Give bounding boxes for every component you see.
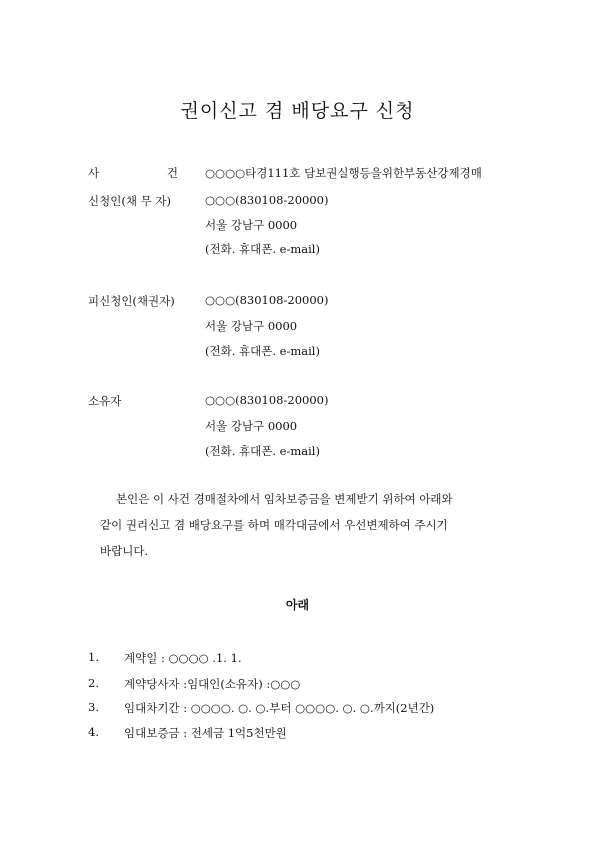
body-line-3: 바랍니다.	[100, 544, 149, 558]
section-heading: 아래	[285, 598, 310, 612]
owner-contact: (전화. 휴대폰. e-mail)	[205, 444, 320, 458]
applicant-name: ○○○(830108-20000)	[205, 193, 329, 207]
item-contract-parties: 계약당사자 :임대인(소유자) :○○○	[124, 677, 301, 691]
owner-label: 소유자	[88, 394, 122, 408]
applicant-address: 서울 강남구 0000	[205, 218, 298, 232]
item-lease-deposit: 임대보증금 : 전세금 1억5천만원	[124, 726, 287, 740]
body-line-2: 같이 권리신고 겸 배당요구를 하며 매각대금에서 우선변제하여 주시기	[100, 518, 448, 532]
item-contract-date: 계약일 : ○○○○ .1. 1.	[124, 651, 242, 665]
body-line-1: 본인은 이 사건 경매절차에서 임차보증금을 변제받기 위하여 아래와	[116, 492, 453, 506]
item-number: 2.	[88, 676, 99, 690]
item-number: 4.	[88, 725, 99, 739]
item-lease-period: 임대차기간 : ○○○○. ○. ○.부터 ○○○○. ○. ○.까지(2년간)	[124, 701, 435, 715]
case-label-left: 사	[88, 166, 100, 180]
respondent-name: ○○○(830108-20000)	[205, 293, 329, 307]
case-label	[88, 165, 178, 181]
applicant-label: 신청인(채 무 자)	[88, 194, 171, 208]
case-label-right: 건	[166, 166, 178, 180]
document-title: 권이신고 겸 배당요구 신청	[180, 100, 415, 122]
respondent-address: 서울 강남구 0000	[205, 319, 298, 333]
respondent-label: 피신청인(채권자)	[88, 294, 175, 308]
item-number: 3.	[88, 700, 99, 714]
body-paragraph	[88, 486, 508, 564]
respondent-contact: (전화. 휴대폰. e-mail)	[205, 344, 320, 358]
case-value: ○○○○타경111호 담보권실행등을위한부동산강제경매	[205, 166, 482, 180]
item-number: 1.	[88, 650, 99, 664]
applicant-contact: (전화. 휴대폰. e-mail)	[205, 242, 320, 256]
owner-name: ○○○(830108-20000)	[205, 393, 329, 407]
owner-address: 서울 강남구 0000	[205, 419, 298, 433]
